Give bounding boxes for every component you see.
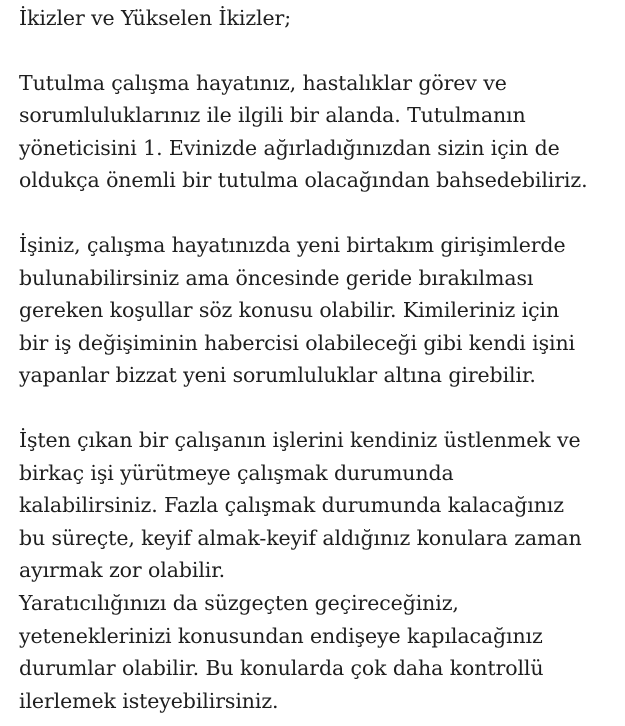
paragraph-line: birkaç işi yürütmeye çalışmak durumunda: [19, 460, 454, 485]
paragraph-line: İşiniz, çalışma hayatınızda yeni birtakım girişimlerde: [19, 232, 566, 257]
paragraph-line: oldukça önemli bir tutulma olacağından bahsedebiliriz.: [19, 168, 588, 193]
paragraph-line: durumlar olabilir. Bu konularda çok daha kontrollü: [19, 656, 544, 681]
paragraph-line: yeteneklerinizi konusundan endişeye kapılacağınız: [19, 623, 543, 648]
paragraph-line: kalabilirsiniz. Fazla çalışmak durumunda kalacağınız: [19, 493, 564, 518]
document-heading: İkizler ve Yükselen İkizler;: [19, 6, 292, 30]
paragraph-line: ilerlemek isteyebilirsiniz.: [19, 688, 279, 713]
paragraph-line: gereken koşullar söz konusu olabilir. Kimileriniz için: [19, 298, 560, 323]
paragraph-eclipse-work-life: [19, 67, 619, 197]
paragraph-line: yapanlar bizzat yeni sorumluluklar altına girebilir.: [19, 363, 536, 388]
paragraph-line: bulunabilirsiniz ama öncesinde geride bırakılması: [19, 265, 534, 290]
paragraph-new-initiatives: [19, 229, 619, 392]
paragraph-line: İşten çıkan bir çalışanın işlerini kendiniz üstlenmek ve: [19, 427, 581, 452]
paragraph-line: bu süreçte, keyif almak-keyif aldığınız konulara zaman: [19, 525, 582, 550]
paragraph-workload: [19, 424, 619, 587]
paragraph-line: Yaratıcılığınızı da süzgeçten geçireceğiniz,: [19, 590, 459, 615]
paragraph-line: bir iş değişiminin habercisi olabileceği gibi kendi işini: [19, 330, 575, 355]
paragraph-line: Tutulma çalışma hayatınız, hastalıklar görev ve: [19, 70, 507, 95]
paragraph-line: yöneticisini 1. Evinizde ağırladığınızdan sizin için de: [19, 135, 560, 160]
document-body: [19, 0, 619, 717]
paragraph-creativity: [19, 587, 619, 717]
paragraph-line: ayırmak zor olabilir.: [19, 558, 226, 583]
paragraph-line: sorumluluklarınız ile ilgili bir alanda. Tutulmanın: [19, 103, 526, 128]
